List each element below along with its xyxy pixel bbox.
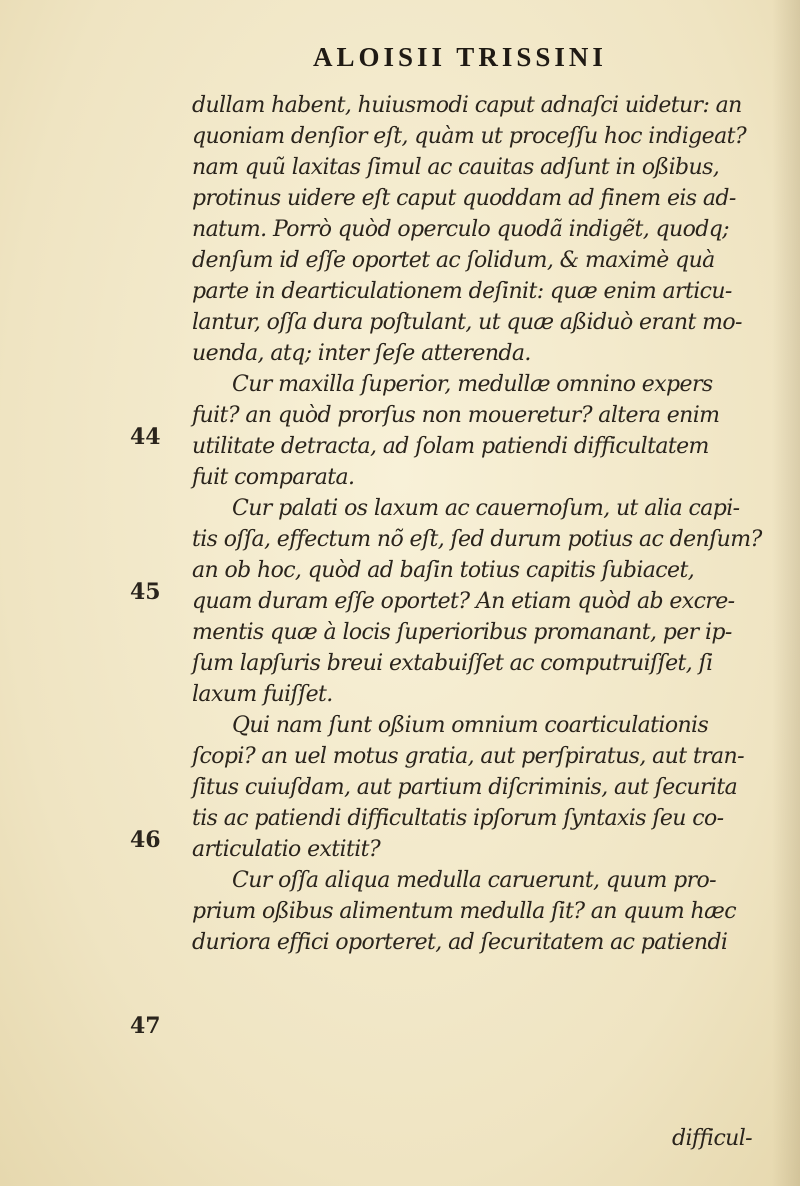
text-line: Qui nam ſunt oßium omnium coarticulationis xyxy=(232,713,709,738)
paragraph-continuation xyxy=(192,90,767,369)
text-line: Cur oſſa aliqua medulla caruerunt, quum pro- xyxy=(232,868,716,893)
text-line: ſitus cuiuſdam, aut partium diſcriminis, aut ſecurita xyxy=(192,775,738,800)
section-number-46: 46 xyxy=(130,827,161,853)
text-line: ſum lapſuris breui extabuiſſet ac computruiſſet, ſi xyxy=(192,651,713,676)
text-line: nam quũ laxitas ſimul ac cauitas adſunt in oßibus, xyxy=(192,155,720,180)
section-number-47: 47 xyxy=(130,1013,161,1039)
text-line: ſcopi? an uel motus gratia, aut perſpiratus, aut tran- xyxy=(192,744,744,769)
text-line: natum. Porrò quòd operculo quodã indigẽt, quodq; xyxy=(192,217,729,242)
paragraph-47 xyxy=(192,865,767,958)
page-edge-shadow xyxy=(772,0,800,1186)
text-line: quam duram eſſe oportet? An etiam quòd ab excre- xyxy=(192,589,735,614)
text-line: Cur palati os laxum ac cauernoſum, ut alia capi- xyxy=(232,496,740,521)
text-line: articulatio extitit? xyxy=(192,837,381,862)
text-line: Cur maxilla ſuperior, medullæ omnino expers xyxy=(232,372,713,397)
text-line: denſum id eſſe oportet ac ſolidum, & maximè quà xyxy=(192,248,715,273)
section-number-44: 44 xyxy=(130,424,161,450)
text-line: prium oßibus alimentum medulla ſit? an quum hæc xyxy=(192,899,736,924)
text-line: laxum fuiſſet. xyxy=(192,682,333,707)
text-line: fuit comparata. xyxy=(192,465,355,490)
text-line: uenda, atq; inter ſeſe atterenda. xyxy=(192,341,531,366)
text-line: dullam habent, huiusmodi caput adnaſci uidetur: an xyxy=(192,93,742,118)
text-line: lantur, oſſa dura poſtulant, ut quæ aßiduò erant mo- xyxy=(192,310,742,335)
text-block xyxy=(192,90,767,958)
text-line: mentis quæ à locis ſuperioribus promanant, per ip- xyxy=(192,620,732,645)
text-line: protinus uidere eſt caput quoddam ad finem eis ad- xyxy=(192,186,736,211)
text-line: quoniam denſior eſt, quàm ut proceſſu hoc indigeat? xyxy=(192,124,747,149)
text-line: duriora effici oporteret, ad ſecuritatem ac patiendi xyxy=(192,930,728,955)
text-line: tis ac patiendi difficultatis ipſorum ſyntaxis ſeu co- xyxy=(192,806,724,831)
paragraph-46 xyxy=(192,710,767,865)
section-number-45: 45 xyxy=(130,579,161,605)
paragraph-45 xyxy=(192,493,767,710)
text-line: utilitate detracta, ad ſolam patiendi difficultatem xyxy=(192,434,709,459)
text-line: fuit? an quòd prorſus non moueretur? altera enim xyxy=(192,403,720,428)
text-line: an ob hoc, quòd ad baſin totius capitis ſubiacet, xyxy=(192,558,695,583)
catchword: difficul- xyxy=(672,1126,753,1151)
running-head: ALOISII TRISSINI xyxy=(313,42,607,72)
paragraph-44 xyxy=(192,369,767,493)
text-line: parte in dearticulationem deſinit: quæ enim articu- xyxy=(192,279,732,304)
text-line: tis oſſa, effectum nõ eſt, ſed durum potius ac denſum? xyxy=(192,527,762,552)
